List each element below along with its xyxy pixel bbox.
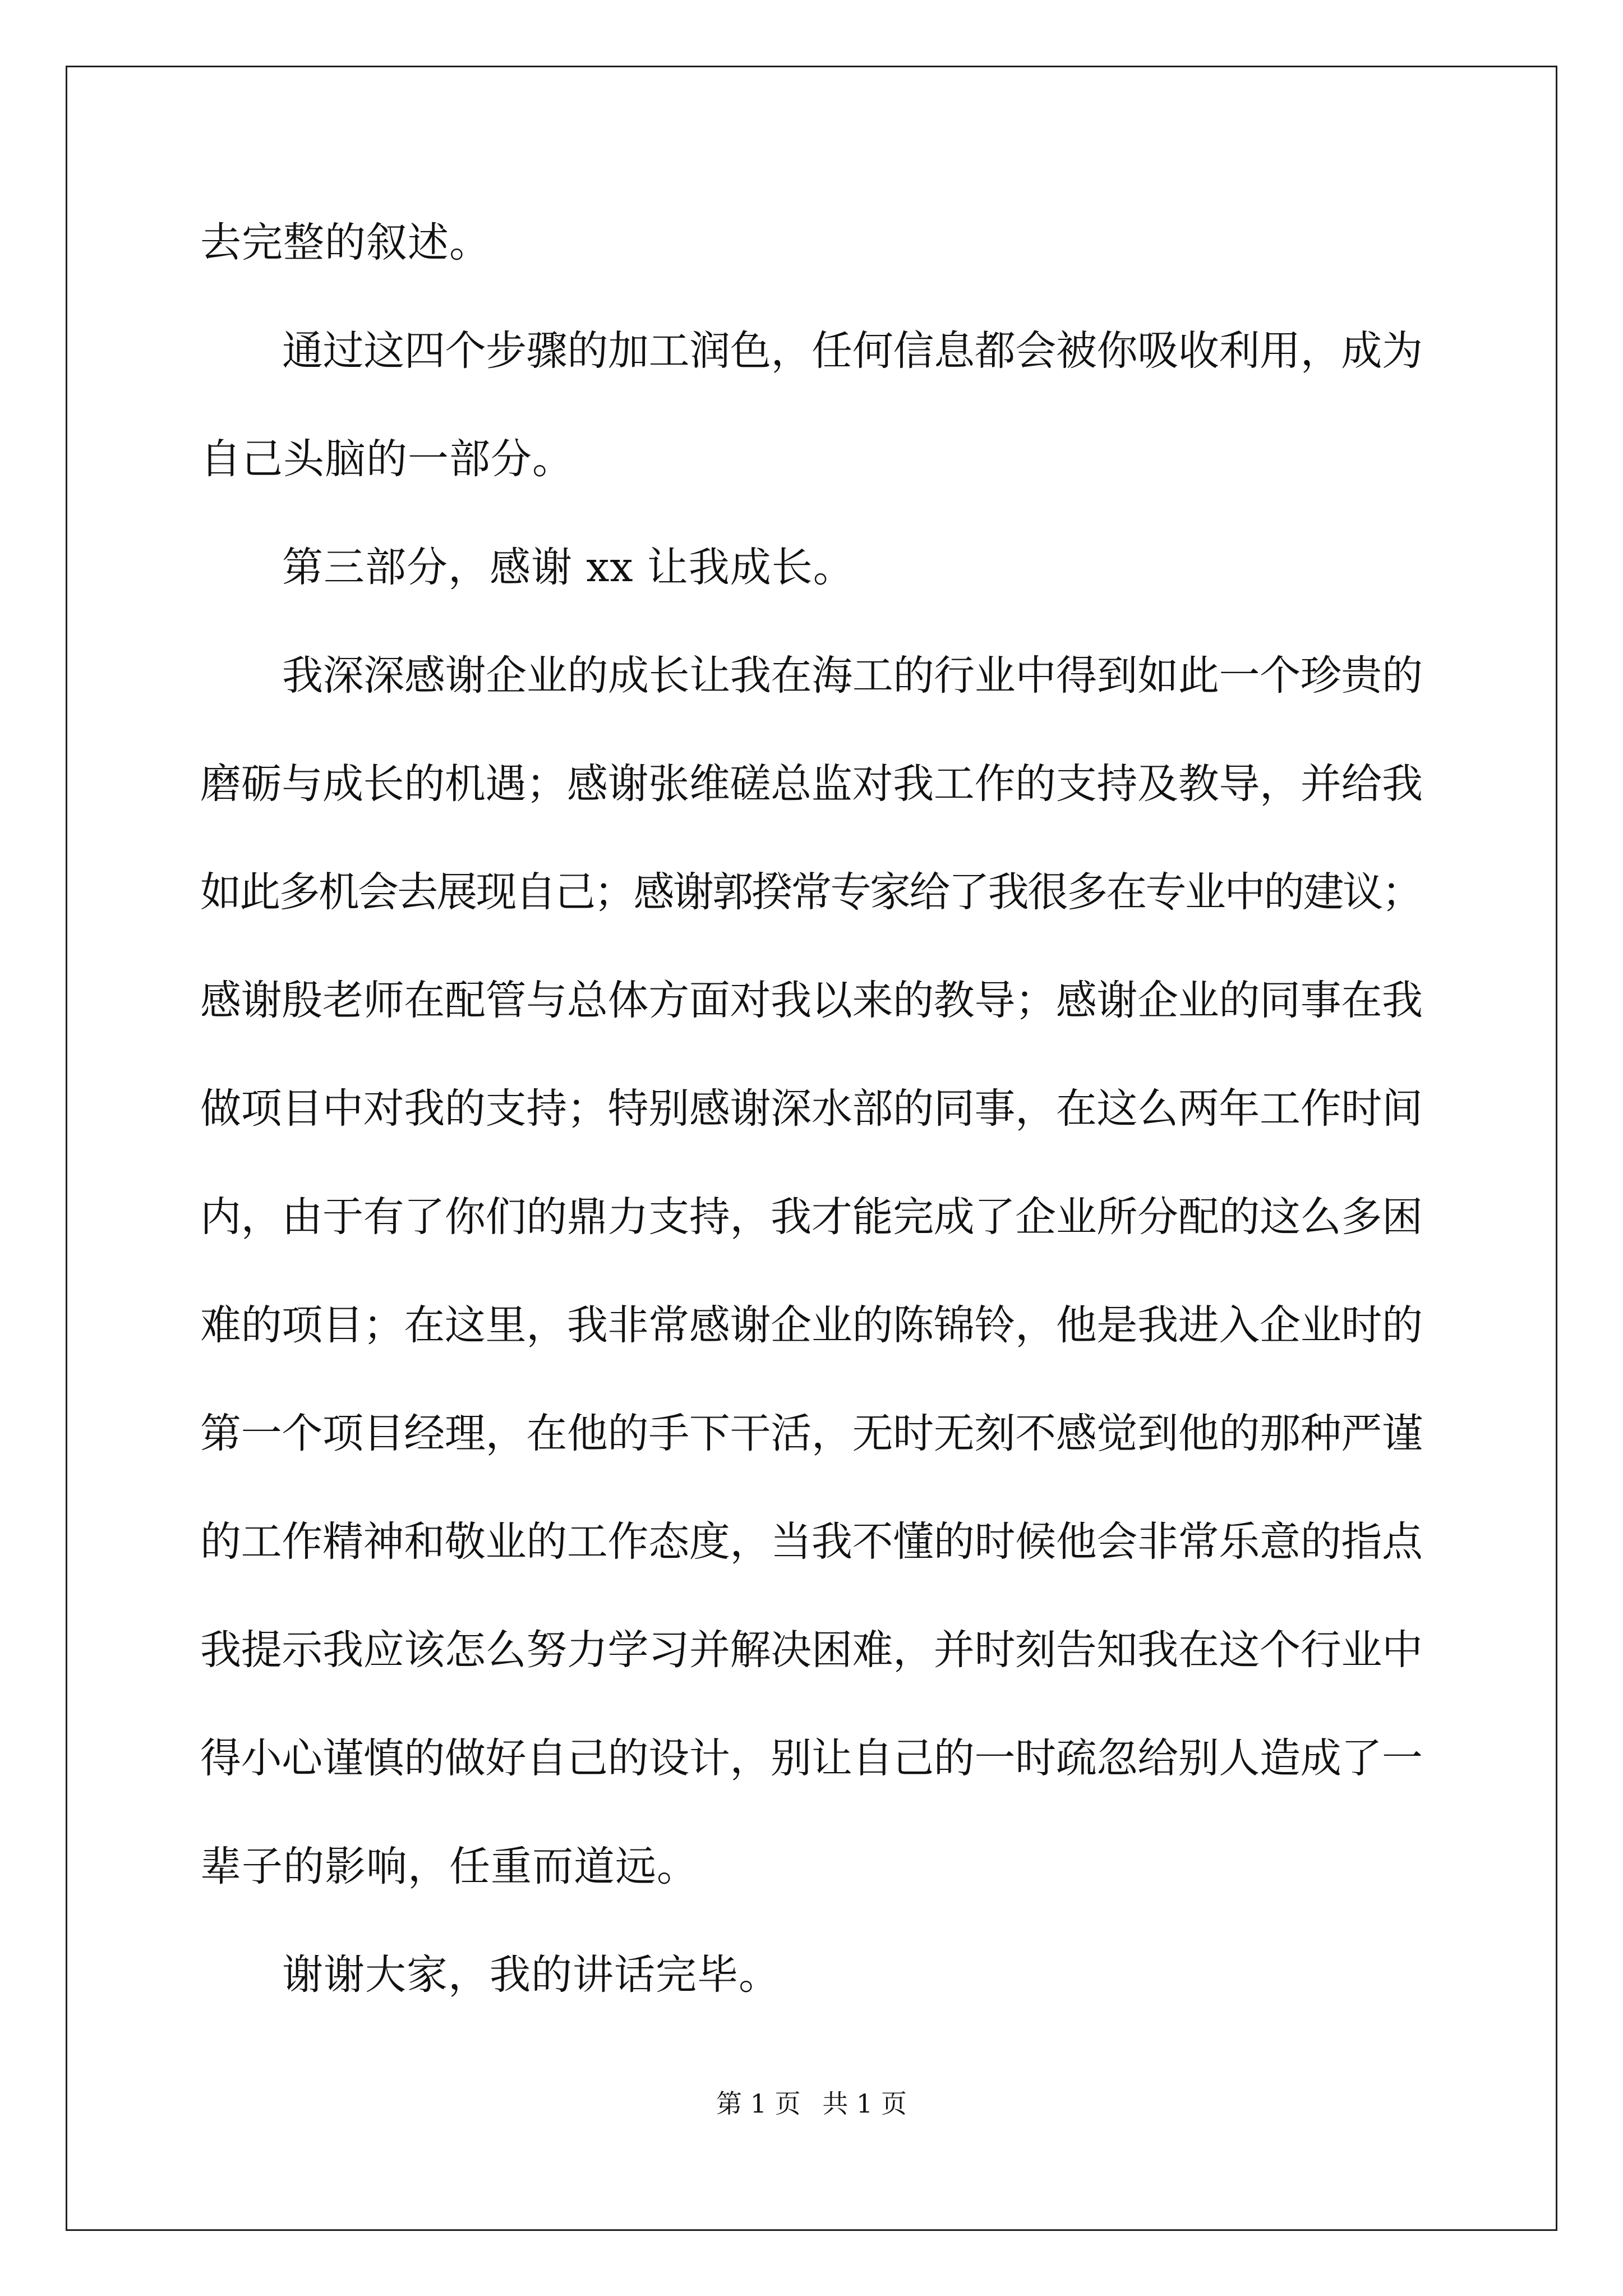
text-line: 做项目中对我的支持；特别感谢深水部的同事，在这么两年工作时间: [200, 1085, 1423, 1133]
text-line: 如此多机会去展现自己；感谢郭揆常专家给了我很多在专业中的建议；: [200, 868, 1422, 916]
text-line: 辈子的影响，任重而道远。: [200, 1843, 698, 1890]
text-line: 第一个项目经理，在他的手下干活，无时无刻不感觉到他的那种严谨: [200, 1410, 1423, 1457]
text-line: 谢谢大家，我的讲话完毕。: [282, 1951, 780, 1999]
page-total: 共 1 页: [822, 2088, 907, 2119]
text-line: 我深深感谢企业的成长让我在海工的行业中得到如此一个珍贵的: [282, 652, 1423, 700]
page-frame: [66, 66, 1557, 2231]
text-line: 感谢殷老师在配管与总体方面对我以来的教导；感谢企业的同事在我: [200, 977, 1423, 1024]
text-line: 难的项目；在这里，我非常感谢企业的陈锦铃，他是我进入企业时的: [200, 1301, 1423, 1349]
text-line: 磨砺与成长的机遇；感谢张维磋总监对我工作的支持及教导，并给我: [200, 760, 1423, 808]
page-number: 第 1 页: [716, 2088, 801, 2119]
page-footer: [0, 2087, 1623, 2120]
text-line: 去完整的叙述。: [200, 219, 491, 266]
text-line: 得小心谨慎的做好自己的设计，别让自己的一时疏忽给别人造成了一: [200, 1734, 1423, 1782]
text-line: 的工作精神和敬业的工作态度，当我不懂的时候他会非常乐意的指点: [200, 1518, 1423, 1566]
text-line: 我提示我应该怎么努力学习并解决困难，并时刻告知我在这个行业中: [200, 1626, 1423, 1674]
text-line: 通过这四个步骤的加工润色，任何信息都会被你吸收利用，成为: [282, 327, 1423, 375]
text-line: 第三部分，感谢 xx 让我成长。: [282, 544, 855, 591]
text-line: 自己头脑的一部分。: [200, 435, 574, 483]
text-line: 内，由于有了你们的鼎力支持，我才能完成了企业所分配的这么多困: [200, 1193, 1423, 1241]
